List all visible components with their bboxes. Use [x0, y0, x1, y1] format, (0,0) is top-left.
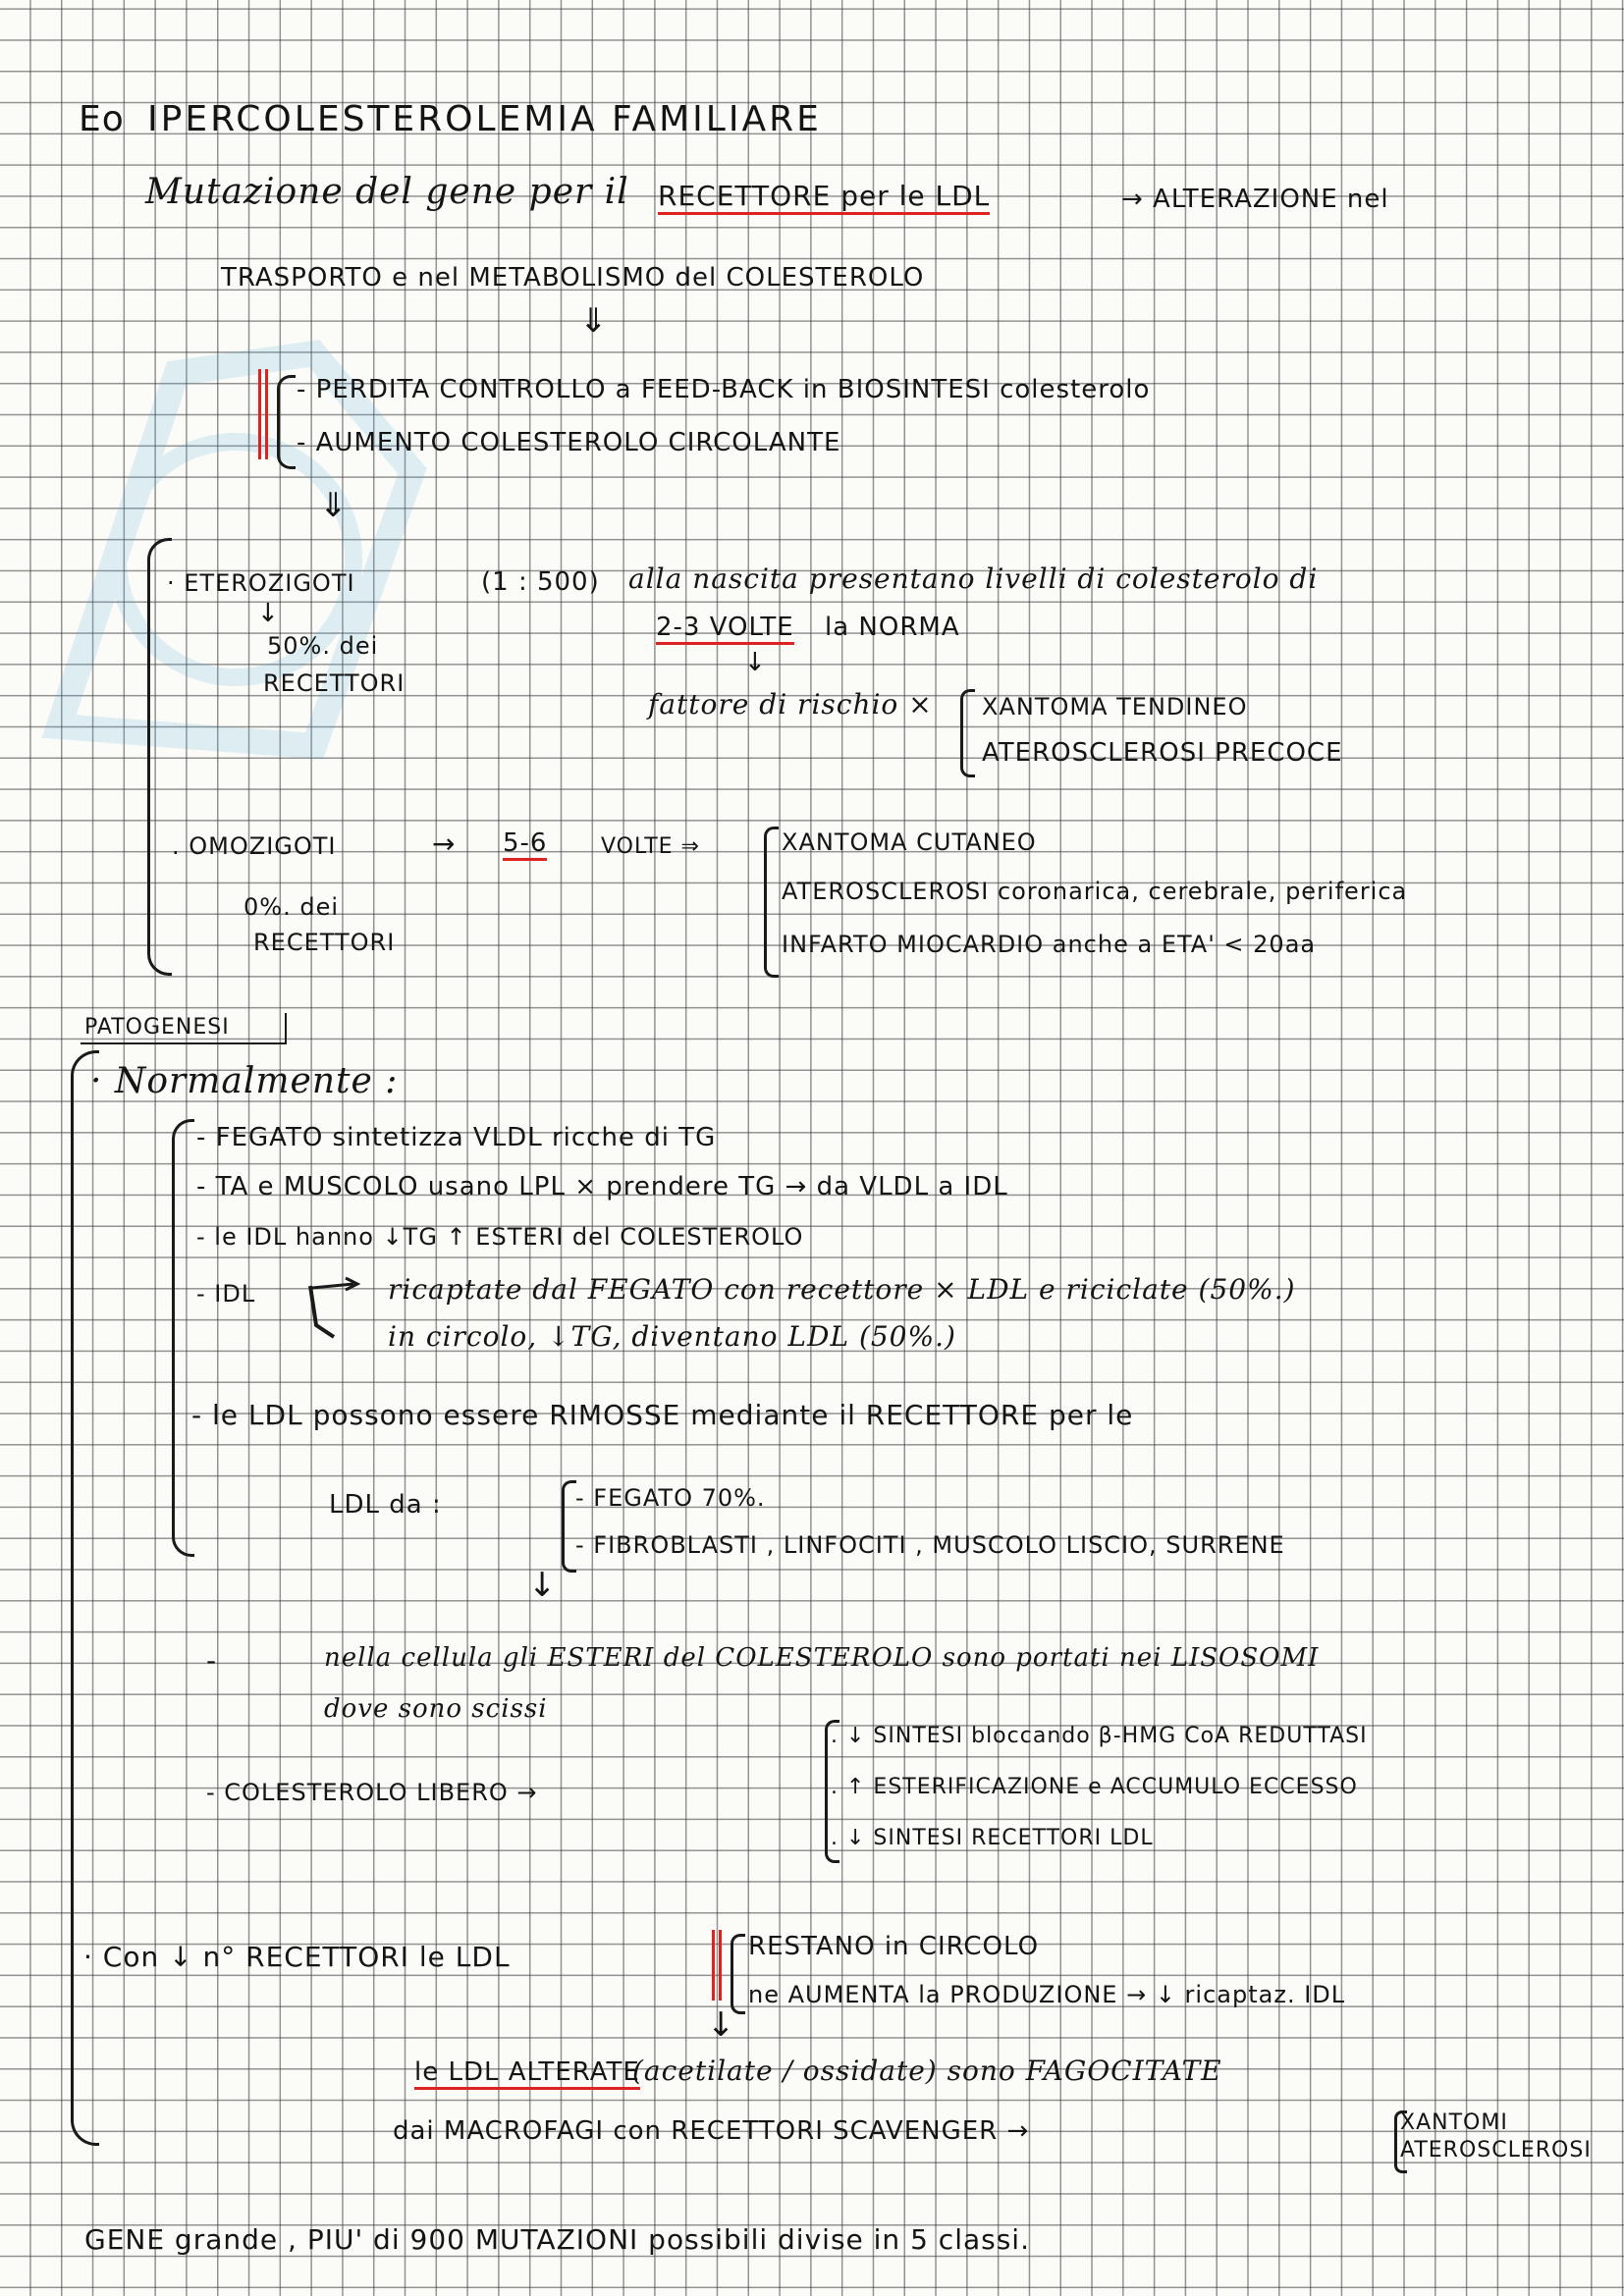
- page-title: IPERCOLESTEROLEMIA FAMILIARE: [147, 99, 822, 139]
- red-marker: [258, 369, 261, 459]
- homozygous-receptors-1: 0%. dei: [244, 893, 339, 921]
- outcome-3: INFARTO MIOCARDIO anche a ETA' < 20aa: [782, 931, 1317, 958]
- red-marker: [719, 1930, 722, 2001]
- result-2: ATEROSCLEROSI: [1400, 2138, 1592, 2163]
- pathogenesis-heading: PATOGENESI: [84, 1015, 230, 1040]
- step-3: - le IDL hanno ↓TG ↑ ESTERI del COLESTEROLO: [196, 1223, 804, 1251]
- outcome-1: XANTOMA CUTANEO: [782, 828, 1037, 856]
- brace: [277, 375, 296, 469]
- step-5: - le LDL possono essere RIMOSSE mediante il RECETTORE per le: [191, 1399, 1134, 1431]
- down-arrow: ↓: [744, 648, 766, 677]
- idl-path-1: ricaptate dal FEGATO con recettore × LDL e riciclate (50%.): [388, 1273, 1296, 1306]
- brace: [960, 689, 975, 777]
- step-2: - TA e MUSCOLO usano LPL × prendere TG → da VLDL a IDL: [196, 1172, 1008, 1201]
- free-effect-1: . ↓ SINTESI bloccando β-HMG CoA REDUTTASI: [831, 1724, 1368, 1748]
- macrophages: dai MACROFAGI con RECETTORI SCAVENGER →: [393, 2116, 1030, 2146]
- homozygous-highlight: 5-6: [503, 830, 547, 861]
- normally-label: · Normalmente :: [90, 1061, 399, 1101]
- down-arrow: ↓: [707, 2005, 735, 2045]
- homozygous-receptors-2: RECETTORI: [253, 929, 396, 956]
- brace: [764, 827, 779, 978]
- cell-line-2: dove sono scissi: [324, 1694, 548, 1724]
- risk-2: ATEROSCLEROSI PRECOCE: [982, 738, 1343, 768]
- homozygous-label: . OMOZIGOTI: [172, 832, 337, 860]
- intro-part1: Mutazione del gene per il: [145, 172, 629, 212]
- branch-arrows: [304, 1276, 383, 1345]
- reduced-effect-1: RESTANO in CIRCOLO: [748, 1932, 1040, 1961]
- dash: -: [206, 1644, 218, 1677]
- risk-1: XANTOMA TENDINEO: [982, 693, 1248, 721]
- intro-part2: → ALTERAZIONE nel: [1121, 185, 1389, 214]
- heterozygous-highlight: 2-3 VOLTE: [656, 614, 794, 645]
- homozygous-arrow-text: VOLTE ⇒: [601, 834, 700, 859]
- free-effect-2: . ↑ ESTERIFICAZIONE e ACCUMULO ECCESSO: [831, 1775, 1358, 1799]
- red-marker: [712, 1930, 715, 2001]
- heterozygous-receptors-2: RECETTORI: [263, 669, 406, 697]
- step-4: - IDL: [196, 1280, 256, 1308]
- ldl-source-2: - FIBROBLASTI , LINFOCITI , MUSCOLO LISCIO, SURRENE: [575, 1531, 1285, 1559]
- intro-line2: TRASPORTO e nel METABOLISMO del COLESTEROLO: [221, 263, 925, 293]
- heterozygous-ratio: (1 : 500): [481, 567, 600, 597]
- brace: [731, 1934, 745, 2014]
- pathogenesis-brace: [71, 1050, 99, 2146]
- altered-highlight: le LDL ALTERATE: [414, 2059, 640, 2090]
- title-prefix: Eo: [79, 99, 125, 139]
- steps-brace: [172, 1119, 194, 1557]
- cell-line-1: nella cellula gli ESTERI del COLESTEROLO sono portati nei LISOSOMI: [324, 1643, 1320, 1673]
- down-arrow: ⇓: [319, 486, 348, 525]
- red-marker: [265, 369, 268, 459]
- heterozygous-receptors-1: 50%. dei: [267, 632, 379, 660]
- ldl-from: LDL da :: [329, 1490, 442, 1520]
- down-arrow: ↓: [257, 599, 279, 628]
- risk-label: fattore di rischio ×: [648, 688, 933, 721]
- down-double-arrow: ⇓: [579, 301, 608, 341]
- down-arrow: ↓: [528, 1566, 557, 1605]
- result-1: XANTOMI: [1400, 2110, 1508, 2135]
- intro-highlight: RECETTORE per le LDL: [658, 183, 990, 215]
- free-cholesterol: - COLESTEROLO LIBERO →: [206, 1779, 538, 1806]
- free-effect-3: . ↓ SINTESI RECETTORI LDL: [831, 1826, 1154, 1850]
- genotype-brace: [147, 538, 172, 976]
- heterozygous-label: · ETEROZIGOTI: [167, 569, 355, 597]
- outcome-2: ATEROSCLEROSI coronarica, cerebrale, periferica: [782, 878, 1408, 905]
- heterozygous-text: alla nascita presentano livelli di colesterolo di: [628, 562, 1319, 595]
- heterozygous-tail: la NORMA: [825, 613, 960, 642]
- ldl-source-1: - FEGATO 70%.: [575, 1484, 766, 1512]
- reduced-effect-2: ne AUMENTA la PRODUZIONE → ↓ ricaptaz. IDL: [748, 1981, 1346, 2008]
- step-1: - FEGATO sintetizza VLDL ricche di TG: [196, 1123, 717, 1152]
- reduced-intro: · Con ↓ n° RECETTORI le LDL: [83, 1941, 511, 1973]
- brace: [562, 1480, 576, 1573]
- consequence-1: - PERDITA CONTROLLO a FEED-BACK in BIOSINTESI colesterolo: [297, 375, 1151, 404]
- footer-note: GENE grande , PIU' di 900 MUTAZIONI possibili divise in 5 classi.: [84, 2223, 1030, 2256]
- idl-path-2: in circolo, ↓TG, diventano LDL (50%.): [388, 1320, 956, 1353]
- consequence-2: - AUMENTO COLESTEROLO CIRCOLANTE: [297, 428, 841, 457]
- altered-text: (acetilate / ossidate) sono FAGOCITATE: [632, 2055, 1222, 2087]
- arrow: →: [432, 828, 457, 860]
